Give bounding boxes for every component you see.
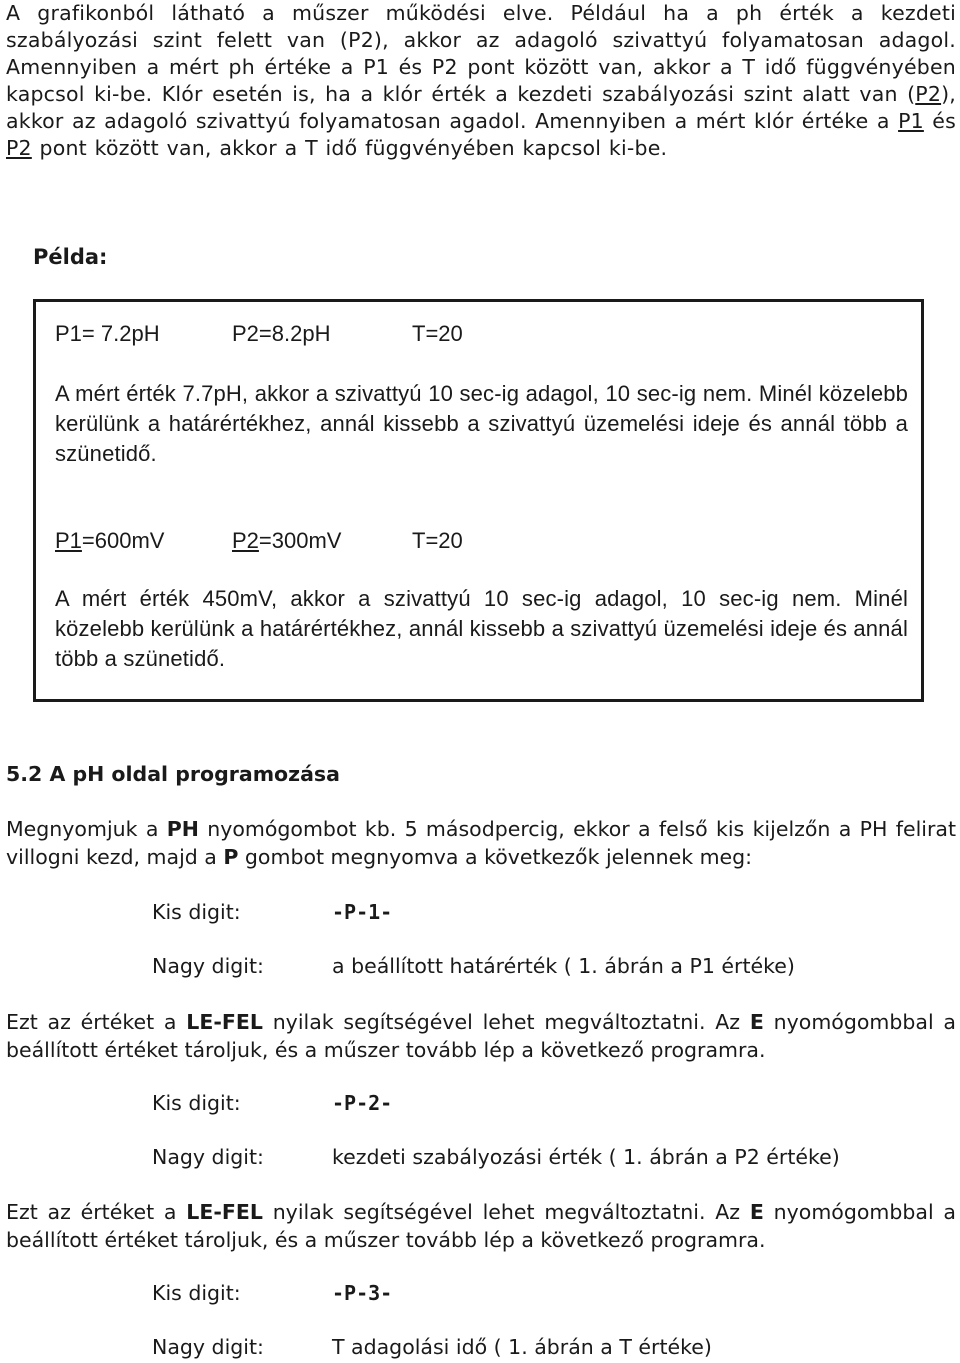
- le-fel-keys: LE-FEL: [186, 1200, 263, 1224]
- example-label: Példa:: [33, 245, 108, 269]
- mv-example-paragraph: A mért érték 450mV, akkor a szivattyú 10 sec-ig adagol, 10 sec-ig nem. Minél közelebb kerülünk a határértékhez, annál kissebb a szivattyú üzemelési ideje és annál több a szünetidő.: [55, 586, 908, 671]
- intro-paragraph: [6, 0, 956, 162]
- section-intro-text: nyomógombot kb. 5 másodpercig, ekkor a felső kis kijelzőn a PH felirat villogni kezd, majd a: [6, 817, 956, 869]
- mv-params-row: [55, 528, 908, 558]
- kis-digit-code: -P-2-: [332, 1091, 393, 1115]
- store-text: nyomógombbal a beállított értéket tároljuk, és a műszer tovább lép a következő programra.: [6, 1010, 956, 1062]
- mv-p1: [55, 528, 164, 554]
- store-text: Ezt az értéket a: [6, 1200, 187, 1224]
- store-text: nyilak segítségével lehet megváltoztatni. Az: [262, 1200, 750, 1224]
- kis-digit-code: -P-3-: [332, 1281, 393, 1305]
- nagy-digit-value: kezdeti szabályozási érték ( 1. ábrán a P2 értéke): [332, 1145, 840, 1169]
- nagy-digit-value: T adagolási idő ( 1. ábrán a T értéke): [332, 1335, 712, 1359]
- p-button-name: P: [223, 845, 239, 869]
- intro-text: és: [923, 109, 956, 133]
- ph-example-paragraph: A mért érték 7.7pH, akkor a szivattyú 10 sec-ig adagol, 10 sec-ig nem. Minél közelebb kerülünk a határértékhez, annál kissebb a szivattyú üzemelési ideje és annál több a szünetidő.: [55, 381, 908, 466]
- mv-p2-value: =300mV: [258, 528, 342, 553]
- mv-p2: [232, 528, 341, 554]
- ph-p2: P2=8.2pH: [232, 321, 331, 346]
- p1-underlined: P1: [898, 109, 924, 133]
- store-paragraph-2: [6, 1198, 956, 1254]
- mv-p1-value: =600mV: [81, 528, 165, 553]
- intro-text: A grafikonból látható a műszer működési elve. Például ha a ph érték a kezdeti szabályozási szint felett van (P2), akkor az adagoló szivattyú folyamatosan adagol. Amennyiben a mért ph értéke a P1 és P2 pont között van, akkor a T idő függvényében kapcsol ki-be. Klór esetén is, ha a klór érték a kezdeti szabályozási szint alatt van (: [6, 1, 956, 106]
- section-intro-text: Megnyomjuk a: [6, 817, 167, 841]
- nagy-digit-label: Nagy digit:: [152, 1335, 264, 1359]
- kis-digit-label: Kis digit:: [152, 1281, 241, 1305]
- nagy-digit-label: Nagy digit:: [152, 954, 264, 978]
- e-button-name: E: [749, 1200, 764, 1224]
- nagy-digit-value: a beállított határérték ( 1. ábrán a P1 értéke): [332, 954, 795, 978]
- kis-digit-label: Kis digit:: [152, 1091, 241, 1115]
- p2-underlined: P2: [6, 136, 32, 160]
- store-text: nyilak segítségével lehet megváltoztatni. Az: [262, 1010, 750, 1034]
- section-title: 5.2 A pH oldal programozása: [6, 762, 340, 786]
- ph-button-name: PH: [166, 817, 199, 841]
- ph-p1: P1= 7.2pH: [55, 321, 160, 346]
- nagy-digit-label: Nagy digit:: [152, 1145, 264, 1169]
- mv-example-text: [55, 584, 908, 674]
- kis-digit-label: Kis digit:: [152, 900, 241, 924]
- mv-t: T=20: [412, 528, 463, 553]
- mv-p1-label: P1: [55, 528, 82, 553]
- example-box: [33, 299, 924, 702]
- store-paragraph-1: [6, 1008, 956, 1064]
- kis-digit-code: -P-1-: [332, 900, 393, 924]
- p2-underlined: P2: [915, 82, 942, 106]
- store-text: Ezt az értéket a: [6, 1010, 187, 1034]
- section-intro-paragraph: [6, 815, 956, 871]
- ph-t: T=20: [412, 321, 463, 346]
- intro-text: pont között van, akkor a T idő függvényében kapcsol ki-be.: [31, 136, 668, 160]
- e-button-name: E: [749, 1010, 764, 1034]
- intro-text: ), akkor az adagoló szivattyú folyamatosan agadol. Amennyiben a mért klór értéke a: [6, 82, 956, 133]
- mv-p2-label: P2: [232, 528, 259, 553]
- store-text: nyomógombbal a beállított értéket tároljuk, és a műszer tovább lép a következő programra.: [6, 1200, 956, 1252]
- ph-example-text: [55, 379, 908, 469]
- le-fel-keys: LE-FEL: [186, 1010, 263, 1034]
- ph-params-row: [55, 321, 908, 351]
- section-intro-text: gombot megnyomva a következők jelennek meg:: [238, 845, 753, 869]
